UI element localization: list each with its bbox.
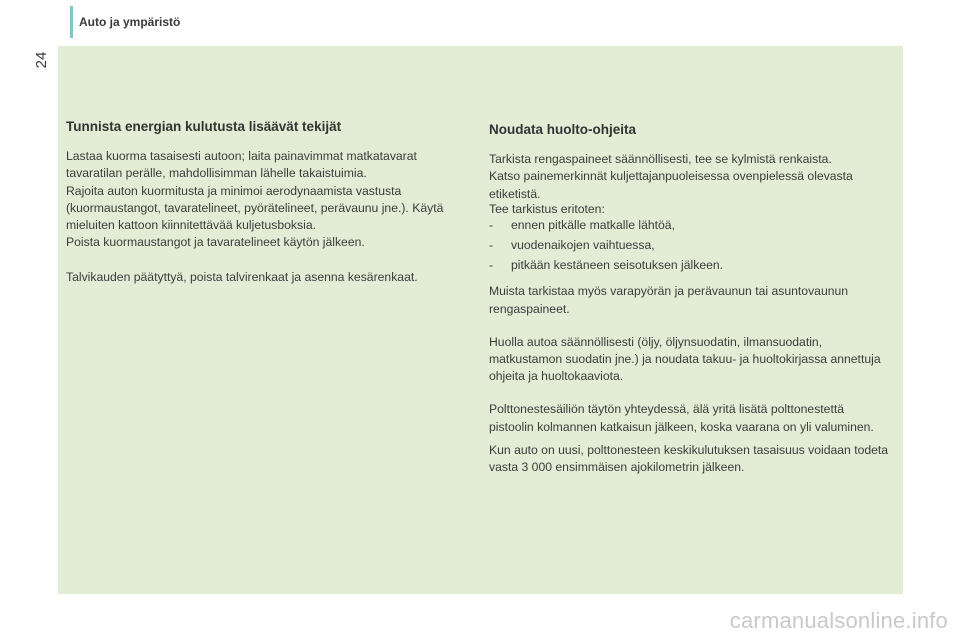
watermark: carmanualsonline.info bbox=[729, 608, 948, 633]
left-heading: Tunnista energian kulutusta lisäävät tekijät bbox=[66, 119, 342, 134]
right-paragraph: Katso painemerkinnät kuljettajanpuoleisessa ovenpielessä olevasta etiketistä. bbox=[489, 169, 853, 201]
right-paragraph: Kun auto on uusi, polttonesteen keskikulutuksen tasaisuus voidaan todeta vasta 3 000 ensimmäisen ajokilometrin jälkeen. bbox=[489, 442, 889, 475]
left-paragraph: Talvikauden päätyttyä, poista talvirenkaat ja asenna kesärenkaat. bbox=[66, 270, 418, 285]
list-marker: - bbox=[489, 238, 494, 253]
list-marker: - bbox=[489, 258, 494, 273]
right-paragraph: Tee tarkistus eritoten: bbox=[489, 201, 605, 216]
right-paragraph: Polttonestesäiliön täytön yhteydessä, älä yritä lisätä polttonestettä pistoolin kolmannen katkaisun jälkeen, koska vaarana on yli valuminen. bbox=[489, 402, 874, 434]
list-item-text: pitkään kestäneen seisotuksen jälkeen. bbox=[511, 258, 724, 273]
left-paragraph: Lastaa kuorma tasaisesti autoon; laita painavimmat matkatavarat tavaratilan perälle, mahdollisimman lähelle takaistuimia. bbox=[66, 149, 417, 181]
header-accent-bar bbox=[70, 6, 73, 38]
right-paragraph: Tarkista rengaspaineet säännöllisesti, tee se kylmistä renkaista. bbox=[489, 152, 832, 167]
list-item-text: vuodenaikojen vaihtuessa, bbox=[511, 238, 655, 253]
page-number: 24 bbox=[33, 51, 50, 69]
right-paragraph: Muista tarkistaa myös varapyörän ja perävaunun tai asuntovaunun rengaspaineet. bbox=[489, 284, 849, 316]
left-paragraph: Poista kuormaustangot ja tavaratelineet käytön jälkeen. bbox=[66, 235, 365, 250]
section-title: Auto ja ympäristö bbox=[79, 15, 181, 29]
list-item bbox=[489, 257, 889, 274]
list-item bbox=[489, 217, 889, 234]
left-paragraph: Rajoita auton kuormitusta ja minimoi aerodynaamista vastusta (kuormaustangot, tavaratelineet, pyörätelineet, perävaunu jne.). Käytä mieluiten kattoon kiinnitettävää kuljetusboksia. bbox=[66, 183, 444, 233]
list-item bbox=[489, 237, 889, 254]
right-paragraph: Huolla autoa säännöllisesti (öljy, öljynsuodatin, ilmansuodatin, matkustamon suodatin jne.) ja noudata takuu- ja huoltokirjassa annettuja ohjeita ja huoltokaaviota. bbox=[489, 334, 881, 384]
right-heading: Noudata huolto-ohjeita bbox=[489, 122, 636, 137]
list-item-text: ennen pitkälle matkalle lähtöä, bbox=[511, 217, 675, 232]
list-marker: - bbox=[489, 217, 494, 232]
right-column bbox=[489, 121, 889, 476]
left-column bbox=[66, 118, 474, 287]
check-list bbox=[489, 217, 889, 275]
